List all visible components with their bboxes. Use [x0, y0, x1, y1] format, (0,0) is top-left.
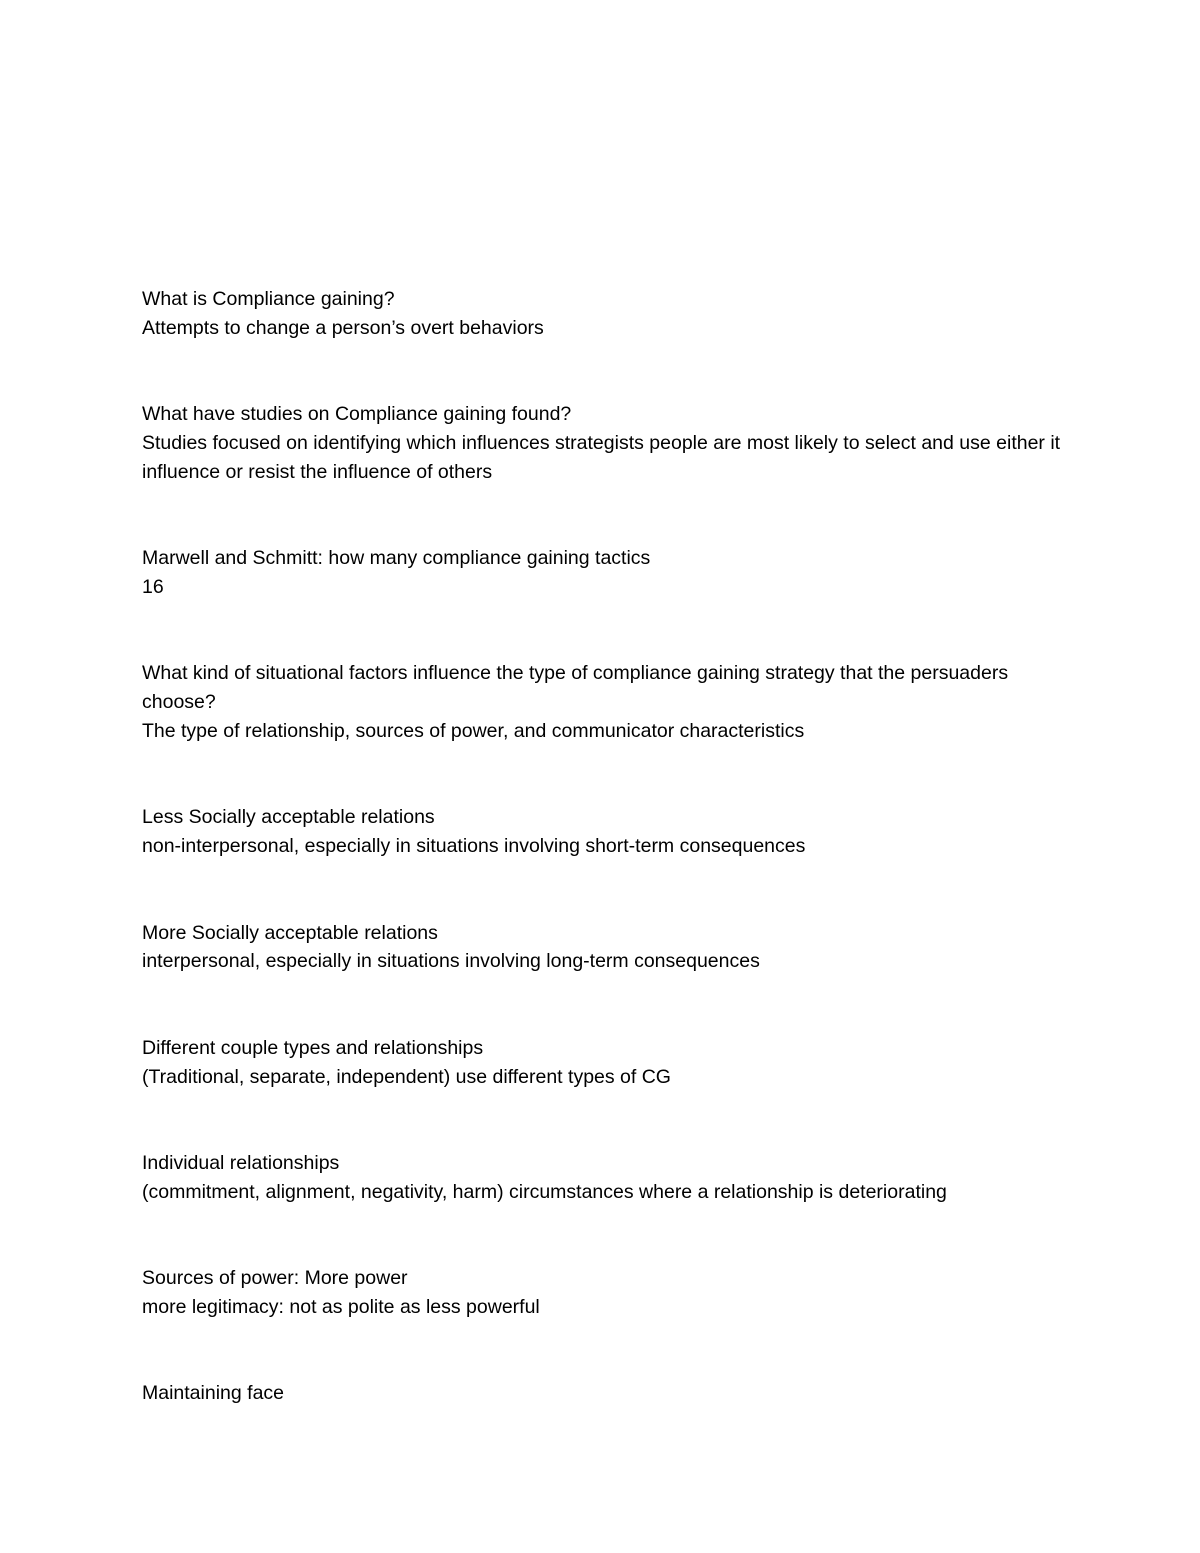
question-text: Individual relationships	[142, 1151, 340, 1174]
answer-text: (Traditional, separate, independent) use different types of CG	[142, 1065, 671, 1088]
answer-text: interpersonal, especially in situations involving long-term consequences	[142, 950, 760, 973]
qa-entry-4	[142, 659, 1062, 745]
answer-text: The type of relationship, sources of power, and communicator characteristics	[142, 719, 805, 742]
qa-entry-8	[142, 1149, 1062, 1207]
question-text: Different couple types and relationships	[142, 1036, 484, 1059]
qa-entry-1	[142, 285, 1062, 343]
answer-text: more legitimacy: not as polite as less powerful	[142, 1295, 540, 1318]
answer-text: Attempts to change a person’s overt behaviors	[142, 316, 544, 339]
qa-entry-2	[142, 400, 1062, 486]
answer-text: (commitment, alignment, negativity, harm) circumstances where a relationship is deteriorating	[142, 1180, 947, 1203]
question-text: What have studies on Compliance gaining found?	[142, 403, 572, 426]
question-text: Maintaining face	[142, 1382, 285, 1405]
answer-text: non-interpersonal, especially in situations involving short-term consequences	[142, 835, 806, 858]
qa-entry-3	[142, 544, 1062, 602]
question-text: More Socially acceptable relations	[142, 921, 438, 944]
answer-text: 16	[142, 575, 164, 598]
question-text: Sources of power: More power	[142, 1267, 408, 1290]
qa-entry-10	[142, 1379, 1062, 1408]
question-text: Marwell and Schmitt: how many compliance gaining tactics	[142, 547, 651, 570]
qa-entry-6	[142, 919, 1062, 977]
question-text: Less Socially acceptable relations	[142, 806, 435, 829]
qa-entry-5	[142, 803, 1062, 861]
qa-entry-9	[142, 1264, 1062, 1322]
answer-text: Studies focused on identifying which influences strategists people are most likely to select and use either it influence or resist the influence of others	[142, 431, 1061, 483]
question-text: What kind of situational factors influence the type of compliance gaining strategy that the persuaders choose?	[142, 662, 1009, 714]
document-body	[142, 285, 1062, 1408]
question-text: What is Compliance gaining?	[142, 288, 395, 310]
qa-entry-7	[142, 1034, 1062, 1092]
